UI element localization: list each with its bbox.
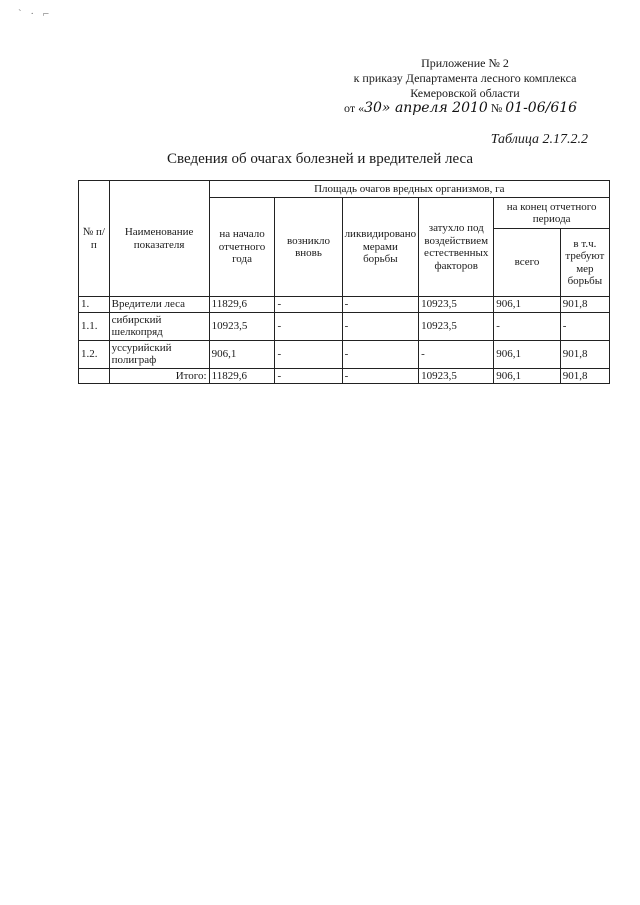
cell-end-total: 906,1 xyxy=(494,297,560,313)
cell-total-start: 11829,6 xyxy=(209,368,275,384)
date-prefix: от « xyxy=(344,101,365,115)
document-title: Сведения об очагах болезней и вредителей леса xyxy=(167,151,473,167)
header-end-group: на конец отчетного периода xyxy=(494,198,610,229)
header-num: № п/п xyxy=(79,181,110,297)
appendix-line-2: к приказу Департамента лесного комплекса xyxy=(353,71,577,85)
cell-liquidated: - xyxy=(342,340,419,368)
header-name: Наименование показателя xyxy=(109,181,209,297)
pests-table xyxy=(78,180,610,384)
cell-end-need: - xyxy=(560,312,609,340)
cell-num: 1.2. xyxy=(79,340,110,368)
cell-faded: - xyxy=(419,340,494,368)
table-row xyxy=(79,312,610,340)
cell-name: сибирский шелкопряд xyxy=(109,312,209,340)
table-total-row xyxy=(79,368,610,384)
cell-total-empty xyxy=(79,368,110,384)
header-emerged: возникло вновь xyxy=(275,198,342,297)
table-row xyxy=(79,297,610,313)
appendix-line-3: Кемеровской области xyxy=(410,86,520,100)
cell-liquidated: - xyxy=(342,312,419,340)
cell-total-faded: 10923,5 xyxy=(419,368,494,384)
cell-total-emerged: - xyxy=(275,368,342,384)
cell-start: 906,1 xyxy=(209,340,275,368)
date-day-handwritten: 30 xyxy=(364,100,382,116)
cell-start: 10923,5 xyxy=(209,312,275,340)
table-header-row-1 xyxy=(79,181,610,198)
cell-end-total: - xyxy=(494,312,560,340)
cell-name: уссурийский полиграф xyxy=(109,340,209,368)
cell-faded: 10923,5 xyxy=(419,312,494,340)
header-end-total: всего xyxy=(494,229,560,297)
cell-emerged: - xyxy=(275,297,342,313)
cell-end-need: 901,8 xyxy=(560,340,609,368)
header-start: на начало отчетного года xyxy=(209,198,275,297)
appendix-date-line xyxy=(344,101,600,116)
date-number-sign: № xyxy=(487,101,506,115)
table-row xyxy=(79,340,610,368)
cell-emerged: - xyxy=(275,340,342,368)
header-area-group: Площадь очагов вредных организмов, га xyxy=(209,181,609,198)
table-number: Таблица 2.17.2.2 xyxy=(490,132,588,147)
header-faded: затухло под воздействием естественных факторов xyxy=(419,198,494,297)
cell-emerged: - xyxy=(275,312,342,340)
cell-num: 1. xyxy=(79,297,110,313)
scan-mark: ` · ⌐ xyxy=(18,8,53,20)
cell-liquidated: - xyxy=(342,297,419,313)
cell-total-label: Итого: xyxy=(109,368,209,384)
cell-total-end-need: 901,8 xyxy=(560,368,609,384)
cell-total-end-total: 906,1 xyxy=(494,368,560,384)
cell-num: 1.1. xyxy=(79,312,110,340)
cell-start: 11829,6 xyxy=(209,297,275,313)
cell-name: Вредители леса xyxy=(109,297,209,313)
cell-total-liquidated: - xyxy=(342,368,419,384)
appendix-block xyxy=(330,56,600,116)
order-number-handwritten: 01-06/616 xyxy=(505,100,578,116)
header-liquidated: ликвидировано мерами борьбы xyxy=(342,198,419,297)
date-month-handwritten: » апреля 2010 xyxy=(381,100,488,116)
appendix-line-1: Приложение № 2 xyxy=(421,56,509,70)
header-end-need: в т.ч. требуют мер борьбы xyxy=(560,229,609,297)
cell-end-need: 901,8 xyxy=(560,297,609,313)
cell-end-total: 906,1 xyxy=(494,340,560,368)
cell-faded: 10923,5 xyxy=(419,297,494,313)
